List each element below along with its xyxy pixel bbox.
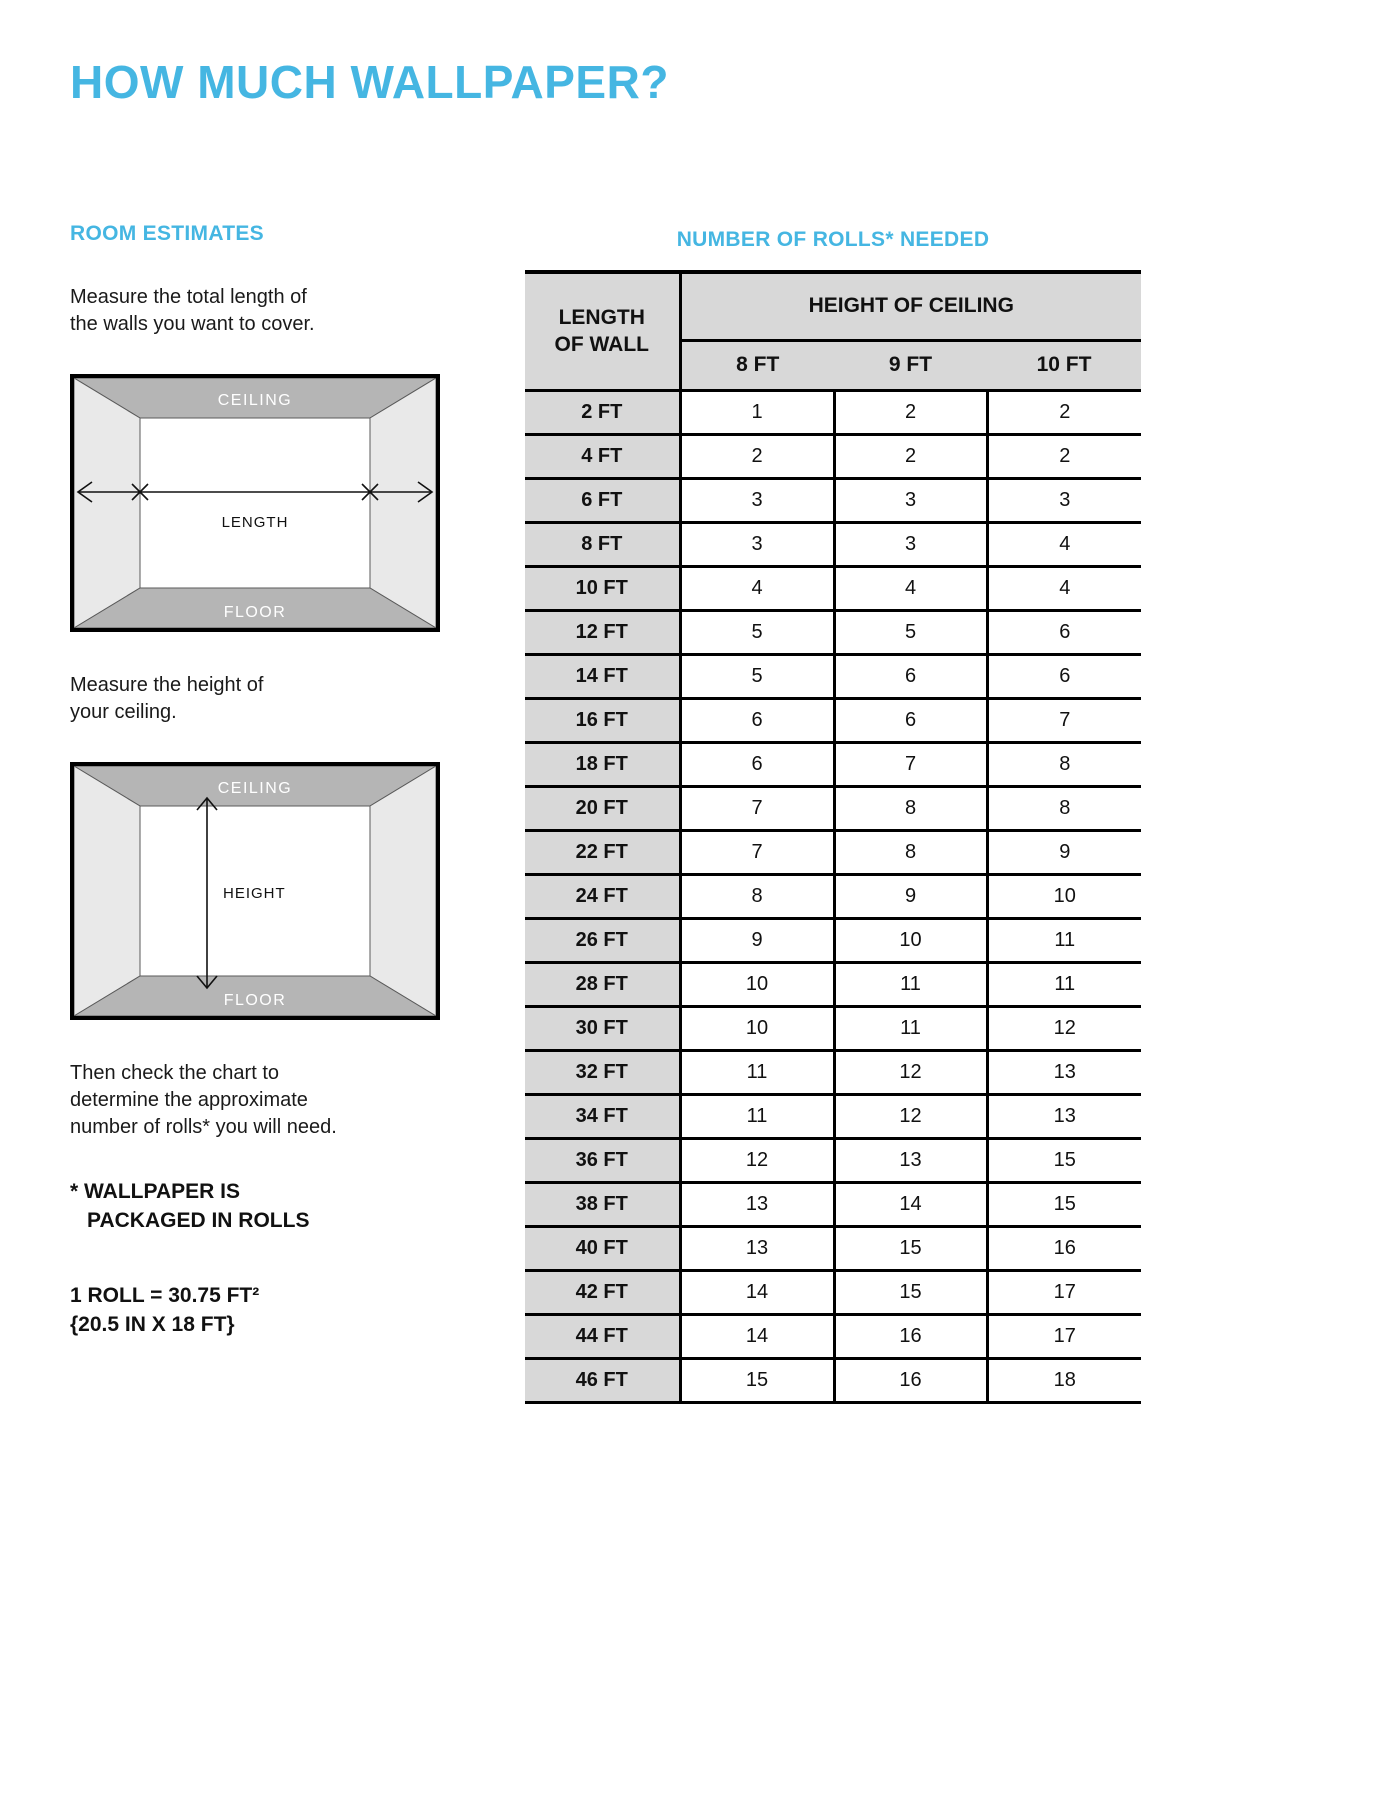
wall-length-cell: 12 FT xyxy=(525,610,680,654)
rolls-count-cell: 8 xyxy=(987,786,1141,830)
table-row xyxy=(525,742,1141,786)
right-wall xyxy=(370,766,436,1016)
length-diagram xyxy=(70,374,440,632)
rolls-needed-section xyxy=(525,228,1141,1404)
rolls-count-cell: 11 xyxy=(680,1094,834,1138)
rolls-count-cell: 3 xyxy=(834,478,987,522)
table-row xyxy=(525,1314,1141,1358)
rolls-count-cell: 9 xyxy=(680,918,834,962)
rolls-count-cell: 16 xyxy=(834,1314,987,1358)
rolls-count-cell: 14 xyxy=(834,1182,987,1226)
table-row xyxy=(525,1358,1141,1402)
rolls-count-cell: 8 xyxy=(834,830,987,874)
table-row xyxy=(525,1182,1141,1226)
wall-length-cell: 4 FT xyxy=(525,434,680,478)
rolls-count-cell: 15 xyxy=(987,1138,1141,1182)
wall-length-cell: 28 FT xyxy=(525,962,680,1006)
wall-length-cell: 14 FT xyxy=(525,654,680,698)
wall-length-cell: 20 FT xyxy=(525,786,680,830)
text-line: {20.5 IN X 18 FT} xyxy=(70,1313,235,1336)
rolls-table xyxy=(525,270,1141,1404)
text-line: PACKAGED IN ROLLS xyxy=(87,1209,310,1232)
header-row-top xyxy=(525,272,1141,340)
rolls-count-cell: 2 xyxy=(987,390,1141,434)
rolls-count-cell: 17 xyxy=(987,1270,1141,1314)
wall-length-cell: 22 FT xyxy=(525,830,680,874)
table-row xyxy=(525,1138,1141,1182)
table-row xyxy=(525,1050,1141,1094)
ceiling-label: CEILING xyxy=(217,780,293,797)
rolls-count-cell: 11 xyxy=(987,962,1141,1006)
instruction-check-chart xyxy=(70,1060,460,1141)
table-row xyxy=(525,654,1141,698)
rolls-count-cell: 15 xyxy=(834,1270,987,1314)
rolls-count-cell: 10 xyxy=(680,1006,834,1050)
text-line: your ceiling. xyxy=(70,701,177,723)
rolls-count-cell: 10 xyxy=(987,874,1141,918)
text-line: Then check the chart to xyxy=(70,1062,280,1084)
table-row xyxy=(525,1006,1141,1050)
rolls-count-cell: 8 xyxy=(834,786,987,830)
text-line: 1 ROLL = 30.75 FT² xyxy=(70,1284,260,1307)
ceiling-8ft-header: 8 FT xyxy=(680,340,834,390)
table-row xyxy=(525,874,1141,918)
rolls-count-cell: 15 xyxy=(987,1182,1141,1226)
rolls-count-cell: 3 xyxy=(680,522,834,566)
wall-length-cell: 40 FT xyxy=(525,1226,680,1270)
rolls-count-cell: 8 xyxy=(680,874,834,918)
rolls-count-cell: 11 xyxy=(834,1006,987,1050)
rolls-table-body xyxy=(525,390,1141,1402)
page-title: HOW MUCH WALLPAPER? xyxy=(70,56,669,108)
text-line: the walls you want to cover. xyxy=(70,313,315,335)
rolls-count-cell: 12 xyxy=(680,1138,834,1182)
rolls-count-cell: 18 xyxy=(987,1358,1141,1402)
table-row xyxy=(525,610,1141,654)
rolls-count-cell: 15 xyxy=(680,1358,834,1402)
roll-size-info xyxy=(70,1281,460,1339)
rolls-count-cell: 6 xyxy=(987,610,1141,654)
rolls-count-cell: 2 xyxy=(834,434,987,478)
wall-length-cell: 2 FT xyxy=(525,390,680,434)
text-line: LENGTH xyxy=(558,306,645,330)
wall-length-cell: 36 FT xyxy=(525,1138,680,1182)
left-wall xyxy=(74,378,140,628)
floor-label: FLOOR xyxy=(223,604,287,621)
ceiling-9ft-header: 9 FT xyxy=(834,340,987,390)
rolls-footnote xyxy=(70,1177,460,1235)
height-of-ceiling-header: HEIGHT OF CEILING xyxy=(680,272,1141,340)
back-wall xyxy=(140,418,370,588)
height-label: HEIGHT xyxy=(223,885,286,902)
rolls-count-cell: 5 xyxy=(680,654,834,698)
wall-length-cell: 10 FT xyxy=(525,566,680,610)
rolls-count-cell: 12 xyxy=(834,1050,987,1094)
rolls-count-cell: 11 xyxy=(987,918,1141,962)
text-line: * WALLPAPER IS xyxy=(70,1180,240,1203)
rolls-count-cell: 2 xyxy=(987,434,1141,478)
text-line: Measure the total length of xyxy=(70,286,307,308)
room-estimates-section xyxy=(70,222,460,1339)
length-label: LENGTH xyxy=(221,514,289,531)
rolls-count-cell: 13 xyxy=(680,1182,834,1226)
table-row xyxy=(525,698,1141,742)
rolls-needed-heading: NUMBER OF ROLLS* NEEDED xyxy=(676,228,990,251)
table-row xyxy=(525,786,1141,830)
table-row xyxy=(525,962,1141,1006)
wall-length-cell: 46 FT xyxy=(525,1358,680,1402)
rolls-count-cell: 16 xyxy=(834,1358,987,1402)
rolls-count-cell: 5 xyxy=(680,610,834,654)
rolls-count-cell: 2 xyxy=(680,434,834,478)
table-row xyxy=(525,1270,1141,1314)
rolls-count-cell: 6 xyxy=(987,654,1141,698)
rolls-count-cell: 11 xyxy=(680,1050,834,1094)
table-row xyxy=(525,434,1141,478)
rolls-count-cell: 7 xyxy=(987,698,1141,742)
rolls-count-cell: 9 xyxy=(987,830,1141,874)
wall-length-cell: 16 FT xyxy=(525,698,680,742)
text-line: determine the approximate xyxy=(70,1089,308,1111)
table-row xyxy=(525,522,1141,566)
rolls-count-cell: 4 xyxy=(987,522,1141,566)
rolls-count-cell: 16 xyxy=(987,1226,1141,1270)
rolls-count-cell: 3 xyxy=(834,522,987,566)
rolls-count-cell: 13 xyxy=(987,1094,1141,1138)
table-row xyxy=(525,566,1141,610)
wall-length-cell: 26 FT xyxy=(525,918,680,962)
wall-length-cell: 34 FT xyxy=(525,1094,680,1138)
table-row xyxy=(525,478,1141,522)
height-diagram xyxy=(70,762,440,1020)
table-row xyxy=(525,918,1141,962)
rolls-count-cell: 4 xyxy=(834,566,987,610)
length-of-wall-header xyxy=(525,272,680,390)
rolls-count-cell: 12 xyxy=(987,1006,1141,1050)
rolls-count-cell: 11 xyxy=(834,962,987,1006)
rolls-count-cell: 12 xyxy=(834,1094,987,1138)
rolls-count-cell: 3 xyxy=(987,478,1141,522)
room-estimates-heading: ROOM ESTIMATES xyxy=(70,222,264,245)
wall-length-cell: 32 FT xyxy=(525,1050,680,1094)
wall-length-cell: 6 FT xyxy=(525,478,680,522)
rolls-count-cell: 17 xyxy=(987,1314,1141,1358)
rolls-count-cell: 14 xyxy=(680,1314,834,1358)
wall-length-cell: 8 FT xyxy=(525,522,680,566)
rolls-count-cell: 4 xyxy=(680,566,834,610)
rolls-count-cell: 7 xyxy=(680,786,834,830)
left-wall xyxy=(74,766,140,1016)
rolls-count-cell: 15 xyxy=(834,1226,987,1270)
wall-length-cell: 44 FT xyxy=(525,1314,680,1358)
rolls-count-cell: 7 xyxy=(834,742,987,786)
rolls-count-cell: 2 xyxy=(834,390,987,434)
rolls-count-cell: 13 xyxy=(680,1226,834,1270)
rolls-count-cell: 13 xyxy=(834,1138,987,1182)
floor-label: FLOOR xyxy=(223,992,287,1009)
wall-length-cell: 24 FT xyxy=(525,874,680,918)
text-line: number of rolls* you will need. xyxy=(70,1116,337,1138)
rolls-count-cell: 6 xyxy=(680,742,834,786)
rolls-count-cell: 10 xyxy=(680,962,834,1006)
wall-length-cell: 30 FT xyxy=(525,1006,680,1050)
text-line: Measure the height of xyxy=(70,674,264,696)
rolls-table-head xyxy=(525,272,1141,390)
wall-length-cell: 42 FT xyxy=(525,1270,680,1314)
instruction-measure-length xyxy=(70,284,460,338)
table-row xyxy=(525,830,1141,874)
wall-length-cell: 18 FT xyxy=(525,742,680,786)
rolls-count-cell: 13 xyxy=(987,1050,1141,1094)
rolls-count-cell: 6 xyxy=(834,698,987,742)
ceiling-10ft-header: 10 FT xyxy=(987,340,1141,390)
rolls-count-cell: 6 xyxy=(834,654,987,698)
right-wall xyxy=(370,378,436,628)
rolls-count-cell: 8 xyxy=(987,742,1141,786)
table-row xyxy=(525,390,1141,434)
text-line: OF WALL xyxy=(554,333,649,357)
rolls-count-cell: 6 xyxy=(680,698,834,742)
instruction-measure-height xyxy=(70,672,460,726)
rolls-count-cell: 1 xyxy=(680,390,834,434)
wall-length-cell: 38 FT xyxy=(525,1182,680,1226)
rolls-count-cell: 5 xyxy=(834,610,987,654)
rolls-count-cell: 9 xyxy=(834,874,987,918)
table-row xyxy=(525,1094,1141,1138)
rolls-count-cell: 10 xyxy=(834,918,987,962)
ceiling-label: CEILING xyxy=(217,392,293,409)
rolls-count-cell: 14 xyxy=(680,1270,834,1314)
rolls-count-cell: 7 xyxy=(680,830,834,874)
table-row xyxy=(525,1226,1141,1270)
rolls-count-cell: 3 xyxy=(680,478,834,522)
rolls-count-cell: 4 xyxy=(987,566,1141,610)
